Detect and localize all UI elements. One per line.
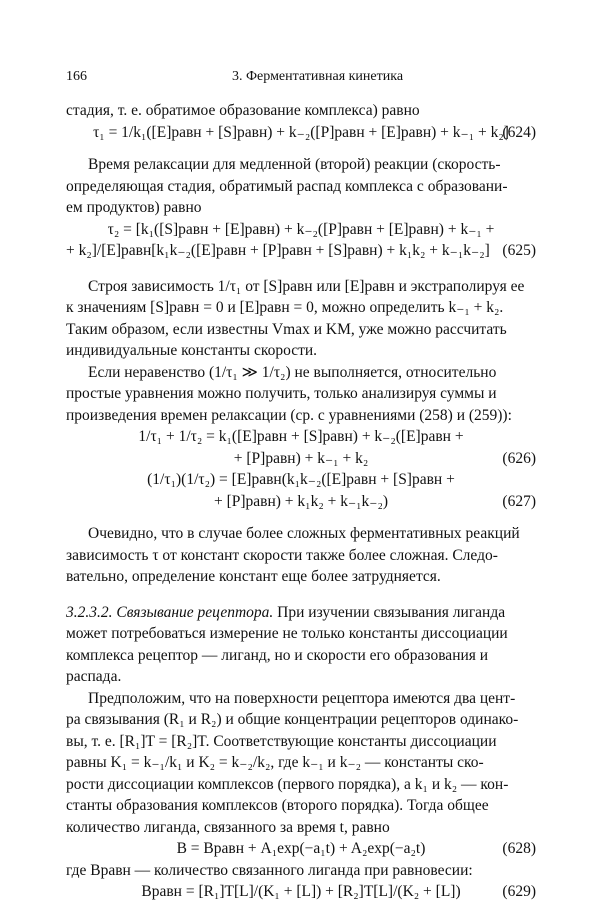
- equation-number: (624): [502, 123, 536, 141]
- equation-text: + [P]равн) + k₁k₂ + k₋₁k₋₂): [213, 492, 389, 510]
- text-line: Время релаксации для медленной (второй) реакции (скорость-: [88, 156, 501, 173]
- equation-text: + k₂]/[E]равн[k₁k₋₂([E]равн + [P]равн + [S]равн) + k₁k₂ + k₋₁k₋₂]: [66, 242, 490, 259]
- text-line: комплекса рецептор — лиганд, но и скорости его образования и: [66, 646, 489, 664]
- text-line: вательно, определение констант еще более затрудняется.: [66, 568, 441, 585]
- equation-text: B = Bравн + A₁exp(−a₁t) + A₂exp(−a₂t): [176, 840, 426, 857]
- text-line: ра связывания (R₁ и R₂) и общие концентрации рецепторов одинако-: [66, 711, 519, 728]
- text-line: произведения времен релаксации (ср. с уравнениями (258) и (259)):: [66, 406, 512, 424]
- text-line: определяющая стадия, обратимый распад комплекса с образовани-: [66, 177, 508, 195]
- running-title: 3. Ферментативная кинетика: [232, 69, 404, 84]
- equation-626-line2: [66, 448, 536, 470]
- equation-627-line1: [66, 469, 536, 491]
- equation-625-line1: [66, 219, 536, 241]
- equation-text: Bравн = [R₁]T[L]/(K₁ + [L]) + [R₂]T[L]/(K₂ + [L]): [141, 883, 461, 900]
- equation-text: τ₁ = 1/k₁([E]равн + [S]равн) + k₋₂([P]равн + [E]равн) + k₋₁ + k₂]: [93, 123, 509, 141]
- page-body: [66, 100, 536, 903]
- page-header: [66, 66, 536, 86]
- page-number: 166: [66, 69, 87, 84]
- equation-625-line2: [66, 240, 536, 262]
- text-line: ем продуктов) равно: [66, 199, 202, 216]
- equation-628: [66, 838, 536, 860]
- equation-text: + [P]равн) + k₋₁ + k₂: [233, 449, 369, 467]
- text-line: индивидуальные константы скорости.: [66, 342, 318, 359]
- equation-627-line2: [66, 491, 536, 513]
- equation-629: [66, 881, 536, 903]
- equation-number: (626): [502, 449, 536, 467]
- text-line: распада.: [66, 668, 122, 685]
- text-line: Строя зависимость 1/τ₁ от [S]равн или [E]равн и экстраполируя ее: [88, 277, 525, 295]
- text-line: количество лиганда, связанного за время t, равно: [66, 818, 390, 836]
- equation-text: 1/τ₁ + 1/τ₂ = k₁([E]равн + [S]равн) + k₋₂([E]равн +: [138, 428, 464, 445]
- text-line: вы, т. е. [R₁]T = [R₂]T. Соответствующие константы диссоциации: [66, 732, 497, 750]
- section-heading: 3.2.3.2. Связывание рецептора.: [66, 603, 274, 621]
- equation-text: τ₂ = [k₁([S]равн + [E]равн) + k₋₂([P]равн + [E]равн) + k₋₁ +: [107, 220, 495, 238]
- text-line: Очевидно, что в случае более сложных ферментативных реакций: [88, 525, 520, 542]
- text-line: где Bравн — количество связанного лиганда при равновесии:: [66, 861, 473, 879]
- equation-number: (628): [502, 840, 536, 857]
- text-line: простые уравнения можно получить, только анализируя суммы и: [66, 385, 497, 402]
- equation-number: (629): [502, 883, 536, 900]
- equation-626-line1: [66, 426, 536, 448]
- text-line: рости диссоциации комплексов (первого порядка), а k₁ и k₂ — кон-: [66, 775, 509, 793]
- text-line: станты образования комплексов (второго порядка). Тогда общее: [66, 797, 489, 814]
- text-line: Таким образом, если известны Vmax и KM, уже можно рассчитать: [66, 320, 507, 338]
- text-segment: При изучении связывания лиганда: [277, 603, 506, 621]
- section-line: [66, 602, 536, 624]
- text-line: Предположим, что на поверхности рецептора имеются два цент-: [88, 689, 516, 707]
- text-line: Если неравенство (1/τ₁ ≫ 1/τ₂) не выполняется, относительно: [88, 363, 497, 381]
- equation-text: (1/τ₁)(1/τ₂) = [E]равн(k₁k₋₂([E]равн + [S]равн +: [147, 471, 455, 488]
- text-line: зависимость τ от констант скорости также более сложная. Следо-: [66, 546, 498, 564]
- text-line: к значениям [S]равн = 0 и [E]равн = 0, можно определить k₋₁ + k₂.: [66, 299, 504, 316]
- equation-624: [66, 122, 536, 144]
- text-line: может потребоваться измерение не только константы диссоциации: [66, 625, 508, 642]
- equation-number: (627): [502, 492, 536, 510]
- text-line: стадия, т. е. обратимое образование комплекса) равно: [66, 102, 420, 119]
- equation-number: (625): [502, 242, 536, 259]
- text-line: равны K₁ = k₋₁/k₁ и K₂ = k₋₂/k₂, где k₋₁ и k₋₂ — константы ско-: [66, 754, 484, 771]
